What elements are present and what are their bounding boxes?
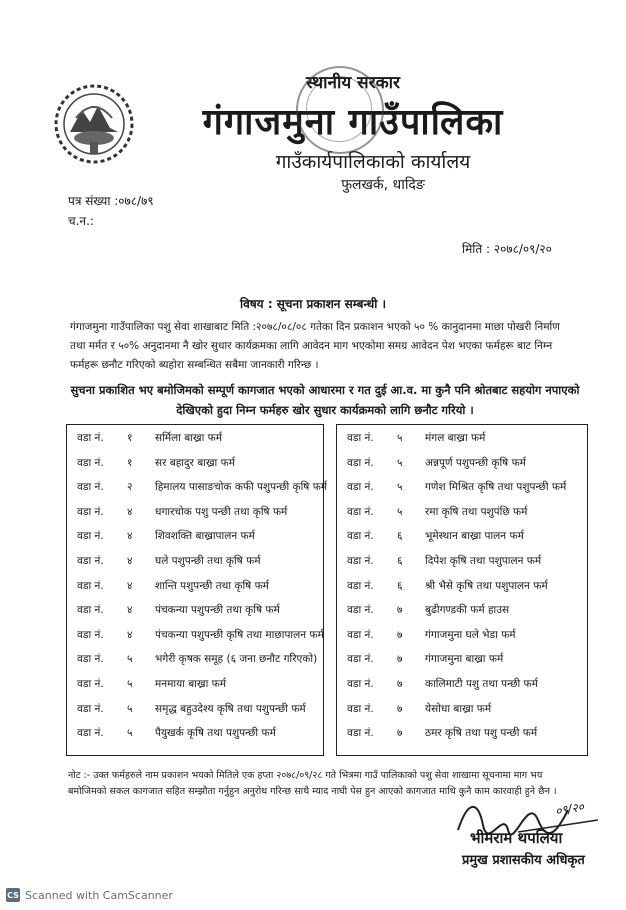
ward-number: १ <box>127 456 133 469</box>
signatory-title: प्रमुख प्रशासकीय अधिकृत <box>462 853 585 868</box>
office-seal-stamp <box>296 66 384 154</box>
farm-row <box>77 431 317 447</box>
ward-number: ४ <box>127 530 133 543</box>
signatory-name: भीमराम थपलिया <box>470 829 563 847</box>
ward-number: ५ <box>127 702 133 715</box>
ward-label: वडा नं. <box>77 604 104 617</box>
farm-name: समृद्ध बहुउदेश्य कृषि तथा पशुपन्छी फर्म <box>155 702 306 715</box>
farm-row <box>77 505 317 521</box>
dispatch-number: च.न.: <box>68 214 94 228</box>
ward-number: २ <box>127 481 133 494</box>
farm-row <box>77 480 328 496</box>
farm-row <box>77 579 317 595</box>
ward-number: ६ <box>397 579 403 592</box>
farm-row <box>347 529 587 545</box>
ward-label: वडा नं. <box>347 579 374 592</box>
signature-date: ०९/२० <box>554 799 586 819</box>
ward-number: ४ <box>127 628 133 641</box>
farm-row <box>347 456 587 472</box>
intro-paragraph: गंगाजमुना गाउँपालिका पशु सेवा शाखाबाट मिति :२०७८/०८/०८ गतेका दिन प्रकाशन भएको ५० % कानुदानमा माछा पोखरी निर्माण तथा मर्मत र ५०% अनुदानमा नै खोर सुधार कार्यक्रमका लागि आवेदन माग भएकोमा समग्र आवेदन पेश भएका फर्महरू बाट निम्न फर्महरू छनौट गरिएको ब्यहोरा सम्बन्धित सबैमा जानकारी गरिन्छ । <box>70 321 560 371</box>
ward-number: ५ <box>397 505 403 518</box>
farm-name: शिवशक्ति बाख्रापालन फर्म <box>155 530 255 543</box>
farm-name: बुढीगण्डकी फर्म हाउस <box>425 604 510 617</box>
farm-name: दिपेश कृषि तथा पशुपालन फर्म <box>425 555 542 567</box>
farm-name: मनमाया बाख्रा फर्म <box>155 678 226 690</box>
ward-label: वडा नं. <box>77 530 104 543</box>
farm-name: कालिमाटी पशु तथा पन्छी फर्म <box>425 678 538 690</box>
farm-name: पंचकन्या पशुपन्छी तथा कृषि फर्म <box>155 604 280 617</box>
ward-label: वडा नं. <box>347 727 374 740</box>
subject-line: विषय : सूचना प्रकाशन सम्बन्धी । <box>239 297 387 311</box>
farm-row <box>77 456 317 472</box>
ward-label: वडा नं. <box>77 628 104 641</box>
ward-label: वडा नं. <box>347 505 374 518</box>
ward-number: ७ <box>397 628 403 641</box>
ward-label: वडा नं. <box>347 481 374 494</box>
ward-label: वडा नं. <box>77 505 104 518</box>
farm-name: रमा कृषि तथा पशुपंछि फर्म <box>425 505 528 518</box>
ward-number: ५ <box>127 653 133 666</box>
ward-label: वडा नं. <box>347 555 374 567</box>
municipality-name: गंगाजमुना गाउँपालिका <box>202 102 504 143</box>
ward-number: ७ <box>397 678 403 690</box>
ward-label: वडा नं. <box>347 432 374 444</box>
farm-name: गंगाजमुना घले भेडा फर्म <box>425 628 516 641</box>
office-name: गाउँकार्यपालिकाको कार्यालय <box>275 151 471 173</box>
farm-row <box>77 677 317 693</box>
farm-name: श्री भैसे कृषि तथा पशुपालन फर्म <box>425 579 548 592</box>
farm-name: सर्मिला बाख्रा फर्म <box>155 432 223 444</box>
selection-paragraph: सुचना प्रकाशित भए बमोजिमको सम्पूर्ण कागजात भएको आधारमा र गत दुई आ.व. मा कुनै पनि श्रोतबाट सहयोग नपाएको देखिएको हुदा निम्न फर्महरु खोर सुधार कार्यक्रमको लागि छनौट गरियो । <box>70 383 580 417</box>
ward-number: ७ <box>397 653 403 666</box>
reference-number: पत्र संख्या :०७८/७९ <box>68 194 154 208</box>
ward-label: वडा नं. <box>347 530 374 543</box>
ward-number: ५ <box>397 456 403 469</box>
farm-row <box>77 652 317 668</box>
ward-number: ६ <box>397 530 403 543</box>
ward-number: ५ <box>397 481 403 494</box>
farm-row <box>347 554 587 570</box>
farm-row <box>347 431 587 447</box>
ward-label: वडा नं. <box>77 456 104 469</box>
ward-number: ५ <box>397 432 403 444</box>
farm-name: शान्ति पशुपन्छी तथा कृषि फर्म <box>155 579 269 592</box>
farm-name: भूमेस्थान बाख्रा पालन फर्म <box>425 530 524 543</box>
farm-row <box>347 726 587 742</box>
farm-name: धगारचोक पशु पन्छी तथा कृषि फर्म <box>155 505 288 518</box>
farm-row <box>347 628 587 644</box>
farm-row <box>77 603 317 619</box>
ward-number: ७ <box>397 604 403 617</box>
farm-row <box>77 702 317 718</box>
farm-row <box>347 480 587 496</box>
farm-row <box>347 652 587 668</box>
farm-name: येसोधा बाख्रा फर्म <box>425 702 492 715</box>
ward-label: वडा नं. <box>347 702 374 715</box>
ward-label: वडा नं. <box>77 727 104 740</box>
ward-label: वडा नं. <box>77 653 104 666</box>
ward-number: ४ <box>127 555 133 567</box>
ward-number: ५ <box>127 727 133 740</box>
farm-name: भगेरी कृषक समूह (६ जना छनौट गरिएको) <box>155 653 318 666</box>
farm-row <box>347 505 587 521</box>
farm-name: घले पशुपन्छी तथा कृषि फर्म <box>155 555 261 567</box>
ward-label: वडा नं. <box>347 628 374 641</box>
ward-number: ४ <box>127 505 133 518</box>
farm-name: पैयुखर्क कृषि तथा पशुपन्छी फर्म <box>155 727 276 740</box>
farm-row <box>347 702 587 718</box>
farm-table-right <box>336 424 588 756</box>
farm-row <box>77 628 324 644</box>
farm-row <box>77 529 317 545</box>
camscanner-text: Scanned with CamScanner <box>25 888 173 902</box>
camscanner-logo-icon: CS <box>6 888 20 902</box>
ward-number: १ <box>127 432 133 444</box>
ward-label: वडा नं. <box>347 456 374 469</box>
ward-label: वडा नं. <box>77 579 104 592</box>
farm-name: गणेश मिश्रित कृषि तथा पशुपन्छी फर्म <box>425 481 567 494</box>
ward-number: ७ <box>397 727 403 740</box>
ward-label: वडा नं. <box>77 678 104 690</box>
farm-row <box>77 554 317 570</box>
farm-row <box>77 726 317 742</box>
farm-table-left <box>66 424 328 756</box>
farm-name: गंगाजमुना बाख्रा फर्म <box>425 653 504 666</box>
ward-label: वडा नं. <box>77 555 104 567</box>
ward-label: वडा नं. <box>77 481 104 494</box>
ward-label: वडा नं. <box>77 432 104 444</box>
farm-name: अन्नपूर्ण पशुपन्छी कृषि फर्म <box>425 456 526 469</box>
ward-number: ७ <box>397 702 403 715</box>
ward-label: वडा नं. <box>347 678 374 690</box>
office-location: फुलखर्क, धादिङ <box>341 177 425 193</box>
header-sthaniya-sarkar: स्थानीय सरकार <box>305 73 400 93</box>
letter-date: मिति : २०७८/०९/२० <box>462 242 552 256</box>
ward-number: ६ <box>397 555 403 567</box>
ward-number: ४ <box>127 579 133 592</box>
ward-label: वडा नं. <box>77 702 104 715</box>
farm-row <box>347 579 587 595</box>
farm-name: हिमालय पासाङचोक कफी पशुपन्छी कृषि फर्म <box>155 481 328 494</box>
farm-row <box>347 603 587 619</box>
farm-name: मंगल बाख्रा फर्म <box>425 432 486 444</box>
note-paragraph: नोट :- उक्त फर्महरुले नाम प्रकाशन भयको मितिले एक हप्ता २०७८/०९/२८ गते भित्रमा गाउँ पालिकाको पशु सेवा शाखामा सूचनामा माग भय बमोजिमको सकल कागजात सहित सम्झौता गर्नुहुन अनुरोध गरिन्छ साथै म्याद नाघी पेस हुन आएको कागजात माथि कुनै काम कारवाही हुने छैन । <box>68 770 557 797</box>
farm-name: ठमर कृषि तथा पशु पन्छी फर्म <box>425 727 538 740</box>
farm-row <box>347 677 587 693</box>
ward-label: वडा नं. <box>347 604 374 617</box>
ward-label: वडा नं. <box>347 653 374 666</box>
farm-name: पंचकन्या पशुपन्छी कृषि तथा माछापालन फर्म <box>155 628 324 641</box>
camscanner-watermark <box>6 888 173 902</box>
ward-number: ४ <box>127 604 133 617</box>
ward-number: ५ <box>127 678 133 690</box>
farm-name: सर बहादुर बाख्रा फर्म <box>155 456 235 469</box>
